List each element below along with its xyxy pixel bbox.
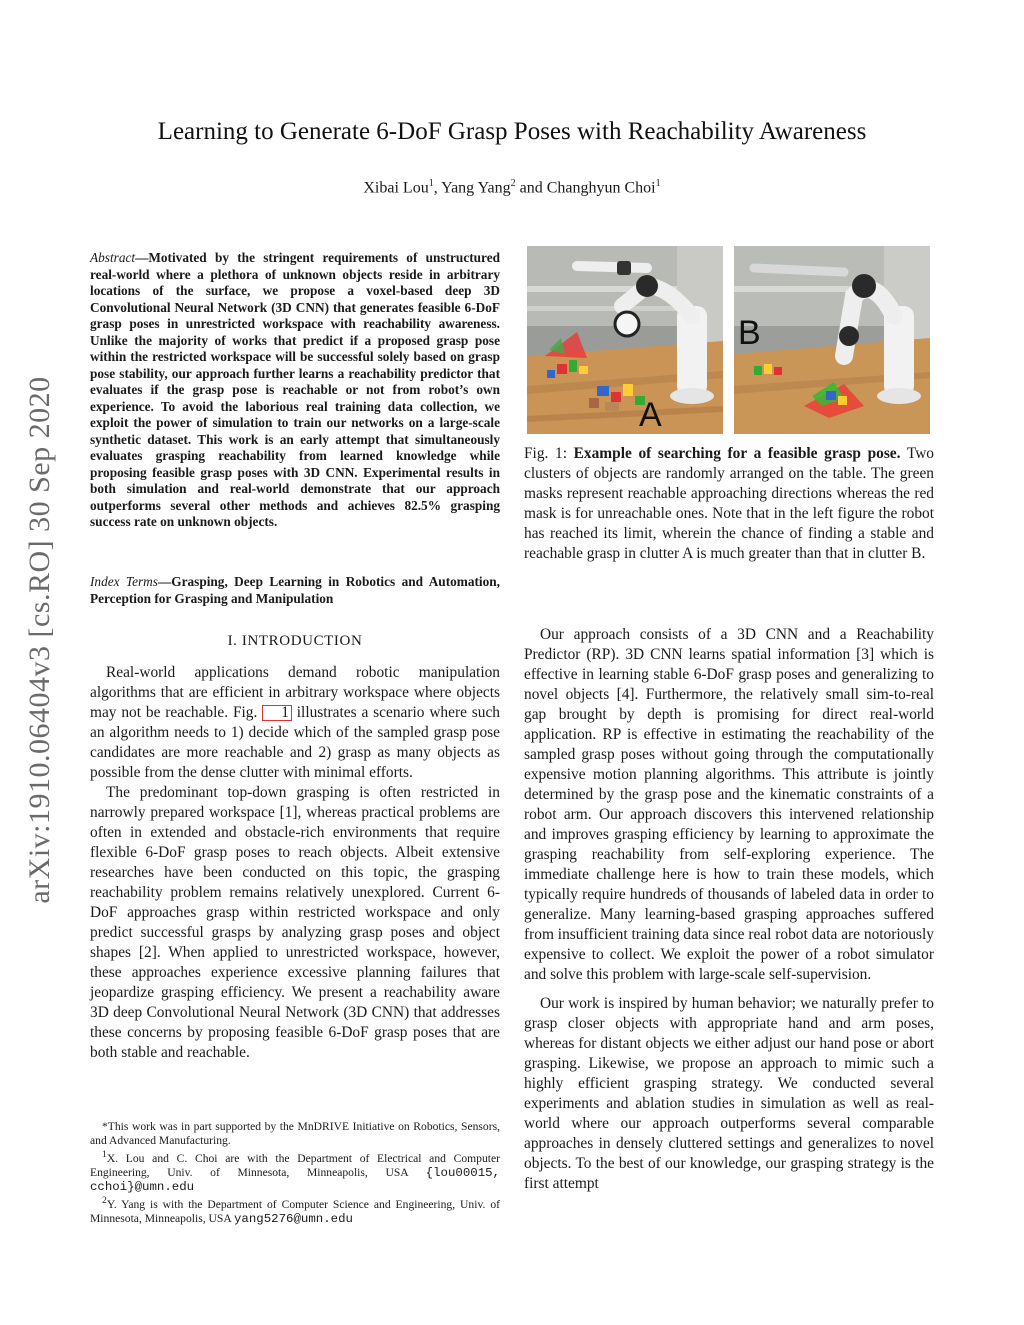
author-separator: and: [515, 179, 547, 197]
caption-text: Two clusters of objects are randomly arranged on the table. The green masks represent reachable approaching directions whereas the red mask is for unreachable ones. Note that in the left figure the robot has reached its limit, wherein the chance of finding a stable and reachable grasp in clutter A is much greater than that in clutter B.: [524, 445, 935, 562]
author-name: Yang Yang: [441, 179, 511, 197]
footnote-mark: 1: [102, 1149, 107, 1160]
email-address[interactable]: yang5276@umn.edu: [233, 1211, 353, 1226]
affiliation-mark: 1: [655, 178, 661, 189]
paragraph: Our approach consists of a 3D CNN and a Reachability Predictor (RP). 3D CNN learns spatial information [3] which is effective in learning stable 6-DoF grasp poses and generalizing to novel objects [4]. Furthermore, the relatively small sim-to-real gap brought by depth is promising for direct real-world application. RP is effective in estimating the reachability of the sampled grasp poses without going through the computationally expensive motion planning algorithms. This attribute is jointly determined by the grasp pose and the kinematic constraints of a robot arm. Our approach discovers this intervened relationship and improves grasping efficiency by learning to approximate the grasping reachability from self-exploring experience. The immediate challenge here is how to train these models, which typically require hundreds of thousands of labeled data in order to generalize. Many learning-based grasping approaches suffered from insufficient training data since real robot data are notoriously expensive to collect. We exploit the power of a robot simulator and solve this problem with large-scale self-supervision.: [524, 626, 934, 983]
paragraph-text: Real-world applications demand robotic manipulation algorithms that are efficient in arbitrary workspace where objects may not be reachable. Fig.: [90, 664, 500, 721]
arxiv-stamp: [20, 330, 60, 950]
footnote-mark: 2: [102, 1194, 107, 1206]
author-separator: ,: [433, 179, 442, 197]
right-column-body: [524, 625, 934, 1194]
footnote-text: X. Lou and C. Choi are with the Department of Electrical and Computer Engineering, Univ. of Minnesota, Minneapolis, USA: [90, 1151, 500, 1179]
clutter-label-a: A: [639, 396, 662, 434]
abstract-label: Abstract: [90, 250, 136, 265]
abstract-dash: —: [135, 250, 149, 265]
clutter-label-b: B: [738, 314, 761, 352]
affiliation-mark: 1: [428, 178, 434, 189]
email-address[interactable]: {lou00015, cchoi}@umn.edu: [90, 1165, 500, 1194]
index-terms-dash: —: [157, 574, 172, 589]
paper-title: Learning to Generate 6-DoF Grasp Poses with Reachability Awareness: [157, 118, 867, 145]
caption-label: Fig. 1:: [524, 445, 574, 462]
affiliation-mark: 2: [510, 178, 516, 189]
robot-photo-a: [527, 246, 723, 434]
author-list: [80, 178, 944, 197]
footnotes: [90, 1120, 500, 1226]
author-name: Changhyun Choi: [546, 179, 656, 197]
footnote-funding: *This work was in part supported by the MnDRIVE Initiative on Robotics, Sensors, and Advanced Manufacturing.: [90, 1120, 500, 1147]
left-column-body: [90, 663, 500, 1063]
arxiv-id: arXiv:1910.06404v3 [cs.RO] 30 Sep 2020: [23, 376, 56, 904]
abstract-text: Motivated by the stringent requirements of unstructured real-world where a plethora of unknown objects reside in arbitrary locations of the surface, we propose a voxel-based deep 3D Convolutional Neural Network (3D CNN) that generates feasible 6-DoF grasp poses in unrestricted workspace with reachability awareness. Unlike the majority of works that predict if a proposed grasp pose within the restricted workspace will be successful solely based on grasp pose stability, our approach further learns a reachability predictor that evaluates if the grasp pose is reachable or not from robot’s own experience. To avoid the laborious real training data collection, we exploit the power of simulation to train our networks on a large-scale synthetic dataset. This work is an early attempt that simultaneously evaluates grasping reachability from learned knowledge while proposing feasible grasp poses with 3D CNN. Experimental results in both simulation and real-world demonstrate that our approach outperforms several other methods and achieves 82.5% grasping success rate on unknown objects.: [90, 250, 500, 529]
paragraph: [90, 663, 500, 783]
robot-scene-a: [527, 246, 723, 434]
author-name: Xibai Lou: [363, 179, 429, 197]
abstract: [90, 250, 500, 531]
index-terms-text: Grasping, Deep Learning in Robotics and Automation, Perception for Grasping and Manipulation: [90, 574, 500, 606]
footnote-text: Y. Yang is with the Department of Computer Science and Engineering, Univ. of Minnesota, Minneapolis, USA: [90, 1197, 500, 1225]
index-terms-label: Index Terms: [90, 574, 158, 589]
figure-reference-link[interactable]: 1: [262, 705, 292, 721]
figure-caption: [524, 444, 934, 564]
section-heading: I. INTRODUCTION: [227, 633, 363, 649]
caption-title: Example of searching for a feasible grasp pose.: [573, 445, 901, 462]
index-terms: [90, 574, 500, 607]
robot-photo-b: [734, 246, 930, 434]
footnote-affiliation-1: [90, 1148, 500, 1194]
paragraph: Our work is inspired by human behavior; we naturally prefer to grasp closer objects with appropriate hand and arm poses, whereas for distant objects we either adjust our hand pose or abort grasping. Likewise, we propose an approach to mimic such a highly efficient grasping strategy. We conducted several experiments and ablation studies in simulation as well as real-world where our approach outperforms several comparable approaches in densely cluttered settings and generalizes to novel objects. To the best of our knowledge, our grasping strategy is the first attempt: [524, 995, 934, 1192]
footnote-affiliation-2: [90, 1194, 500, 1226]
robot-scene-b: [734, 246, 930, 434]
paragraph: The predominant top-down grasping is often restricted in narrowly prepared workspace [1], whereas practical problems are often in extended and obstacle-rich environments that require flexible 6-DoF grasp poses to reach objects. Albeit extensive researches have been conducted on this topic, the grasping reachability problem remains relatively unexplored. Current 6-DoF approaches grasp within restricted workspace and only predict successful grasps by analyzing grasp poses and object shapes [2]. When applied to unrestricted workspace, however, these approaches experience excessive planning failures that jeopardize grasping efficiency. We present a reachability aware 3D deep Convolutional Neural Network (3D CNN) that addresses these concerns by proposing feasible 6-DoF grasp poses that are both stable and reachable.: [90, 784, 500, 1061]
figure-1: [527, 246, 937, 434]
paragraph-text: illustrates a scenario where such an algorithm needs to 1) decide which of the sampled grasp pose candidates are more reachable and 2) grasp as many objects as possible from the dense clutter with minimal efforts.: [90, 704, 500, 781]
